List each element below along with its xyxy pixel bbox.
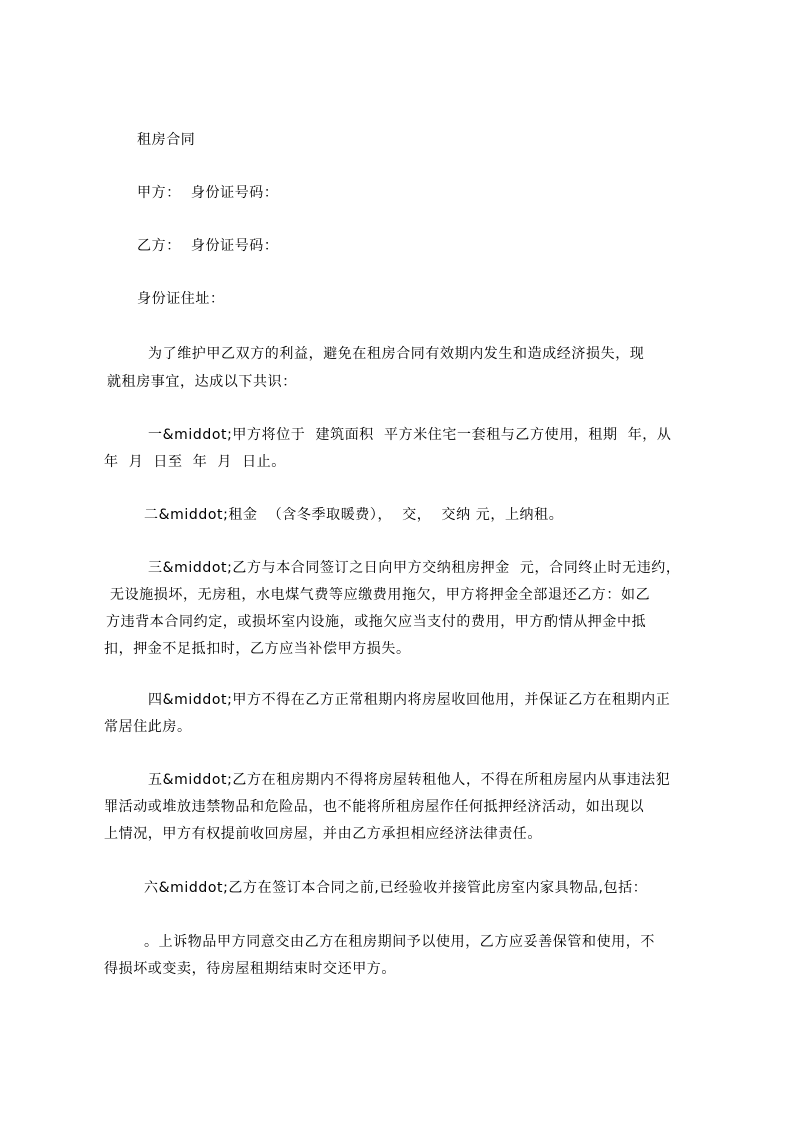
clause-5-line: 上情况，甲方有权提前收回房屋，并由乙方承担相应经济法律责任。 xyxy=(104,826,542,842)
intro-line: 就租房事宜，达成以下共识： xyxy=(107,374,297,390)
clause-2-line: 二&middot;租金 （含冬季取暖费）， 交， 交纳 元，上纳租。 xyxy=(144,507,564,523)
party-a-line: 甲方： 身份证号码： xyxy=(137,185,279,201)
clause-3-line: 无设施损坏，无房租，水电煤气费等应缴费用拖欠，甲方将押金全部退还乙方：如乙 xyxy=(110,587,651,603)
clause-5-line: 罪活动或堆放违禁物品和危险品，也不能将所租房屋作任何抵押经济活动，如出现以 xyxy=(104,799,645,815)
document-title: 租房合同 xyxy=(137,132,196,148)
clause-4-line: 四&middot;甲方不得在乙方正常租期内将房屋收回他用，并保证乙方在租期内正 xyxy=(148,692,671,708)
id-address-line: 身份证住址： xyxy=(137,291,225,307)
clause-3-line: 三&middot;乙方与本合同签订之日向甲方交纳租房押金 元，合同终止时无违约， xyxy=(148,560,681,576)
clause-7-line: 。上诉物品甲方同意交由乙方在租房期间予以使用，乙方应妥善保管和使用，不 xyxy=(144,934,655,950)
clause-4-line: 常居住此房。 xyxy=(104,719,192,735)
clause-1-line: 年 月 日至 年 月 日止。 xyxy=(104,454,286,470)
party-b-line: 乙方： 身份证号码： xyxy=(137,238,279,254)
clause-3-line: 扣，押金不足抵扣时，乙方应当补偿甲方损失。 xyxy=(104,641,411,657)
clause-3-line: 方违背本合同约定，或损坏室内设施，或拖欠应当支付的费用，甲方酌情从押金中抵 xyxy=(106,614,647,630)
clause-7-line: 得损坏或变卖，待房屋租期结束时交还甲方。 xyxy=(104,961,396,977)
clause-1-line: 一&middot;甲方将位于 建筑面积 平方米住宅一套租与乙方使用，租期 年，从 xyxy=(148,427,672,443)
intro-line: 为了维护甲乙双方的利益，避免在租房合同有效期内发生和造成经济损失，现 xyxy=(148,346,645,362)
clause-5-line: 五&middot;乙方在租房期内不得将房屋转租他人，不得在所租房屋内从事违法犯 xyxy=(148,772,671,788)
clause-6-line: 六&middot;乙方在签订本合同之前,已经验收并接管此房室内家具物品,包括： xyxy=(144,880,648,896)
